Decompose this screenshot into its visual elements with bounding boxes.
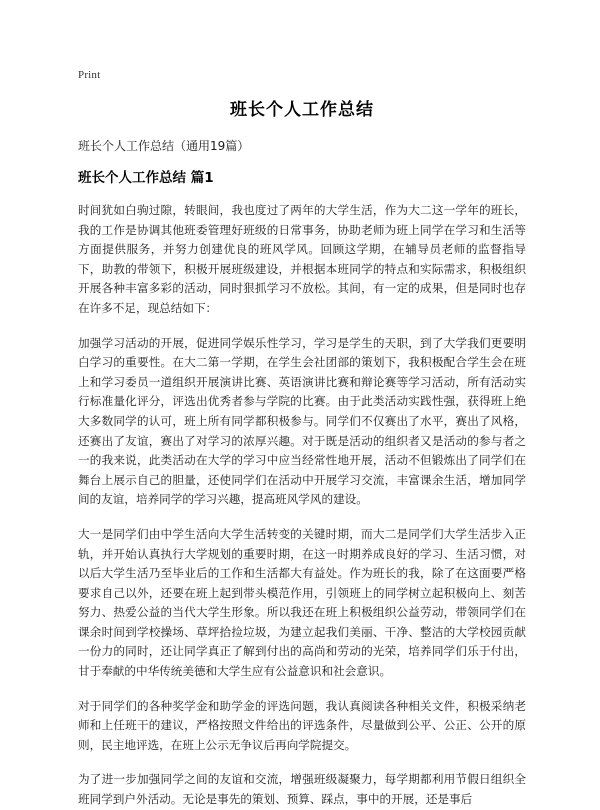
- body-paragraph: 对于同学们的各种奖学金和助学金的评选问题，我认真阅读各种相关文件，积极采纳老师和上任班干的建议，严格按照文件给出的评选条件，尽量做到公平、公正、公开的原则，民主地评选，在班上公示无争议后再向学院提交。: [78, 698, 526, 752]
- body-paragraph: 为了进一步加强同学之间的友谊和交流，增强班级凝聚力，每学期都利用节假日组织全班同学到户外活动。无论是事先的策划、预算、踩点，事中的开展，还是事后: [78, 772, 526, 807]
- section-heading: 班长个人工作总结 篇1: [78, 170, 214, 186]
- body-paragraph: 加强学习活动的开展，促进同学娱乐性学习，学习是学生的天职，到了大学我们更要明白学习的重要性。在大二第一学期，在学生会社团部的策划下，我积极配合学生会在班上和学习委员一道组织开展演讲比赛、英语演讲比赛和辩论赛等学习活动，所有活动实行标准量化评分，评选出优秀者参与学院的比赛。由于此类活动实践性强，获得班上绝大多数同学的认可，班上所有同学都积极参与。同学们不仅赛出了水平，赛出了风格，还赛出了友谊，赛出了对学习的浓厚兴趣。对于既是活动的组织者又是活动的参与者之一的我来说，此类活动在大学的学习中应当经常性地开展，活动不但锻炼出了同学们在舞台上展示自己的胆量，还使同学们在活动中开展学习交流，丰富课余生活，增加同学间的友谊，培养同学的学习兴趣，提高班风学风的建设。: [78, 335, 526, 507]
- body-paragraph: 时间犹如白驹过隙，转眼间，我也度过了两年的大学生活，作为大二这一学年的班长，我的工作是协调其他班委管理好班级的日常事务，协助老师为班上同学在学习和生活等方面提供服务，并努力创建优良的班风学风。回顾这学期，在辅导员老师的监督指导下，助教的带领下，积极开展班级建设，并根据本班同学的特点和实际需求，积极组织开展各种丰富多彩的活动，同时狠抓学习不放松。其间，有一定的成果，但是同时也存在许多不足，现总结如下：: [78, 203, 526, 315]
- body-paragraph: 大一是同学们由中学生活向大学生活转变的关键时期，而大二是同学们大学生活步入正轨，并开始认真执行大学规划的重要时期，在这一时期养成良好的学习、生活习惯，对以后大学生活乃至毕业后的工作和生活都大有益处。作为班长的我，除了在这面要严格要求自己以外，还要在班上起到带头模范作用，引领班上的同学树立起积极向上、刻苦努力、热爱公益的当代大学生形象。所以我还在班上积极组织公益劳动，带领同学们在课余时间到学校操场、草坪拾捡垃圾，为建立起我们美丽、干净、整洁的大学校园贡献一份力的同时，还让同学真正了解到付出的高尚和劳动的光荣，培养同学们乐于付出，甘于奉献的中华传统美德和大学生应有公益意识和社会意识。: [78, 526, 526, 679]
- print-button[interactable]: Print: [78, 69, 101, 81]
- document-subtitle: 班长个人工作总结（通用19篇）: [78, 139, 250, 153]
- document-body: [78, 98, 526, 810]
- page-title: 班长个人工作总结: [230, 100, 374, 120]
